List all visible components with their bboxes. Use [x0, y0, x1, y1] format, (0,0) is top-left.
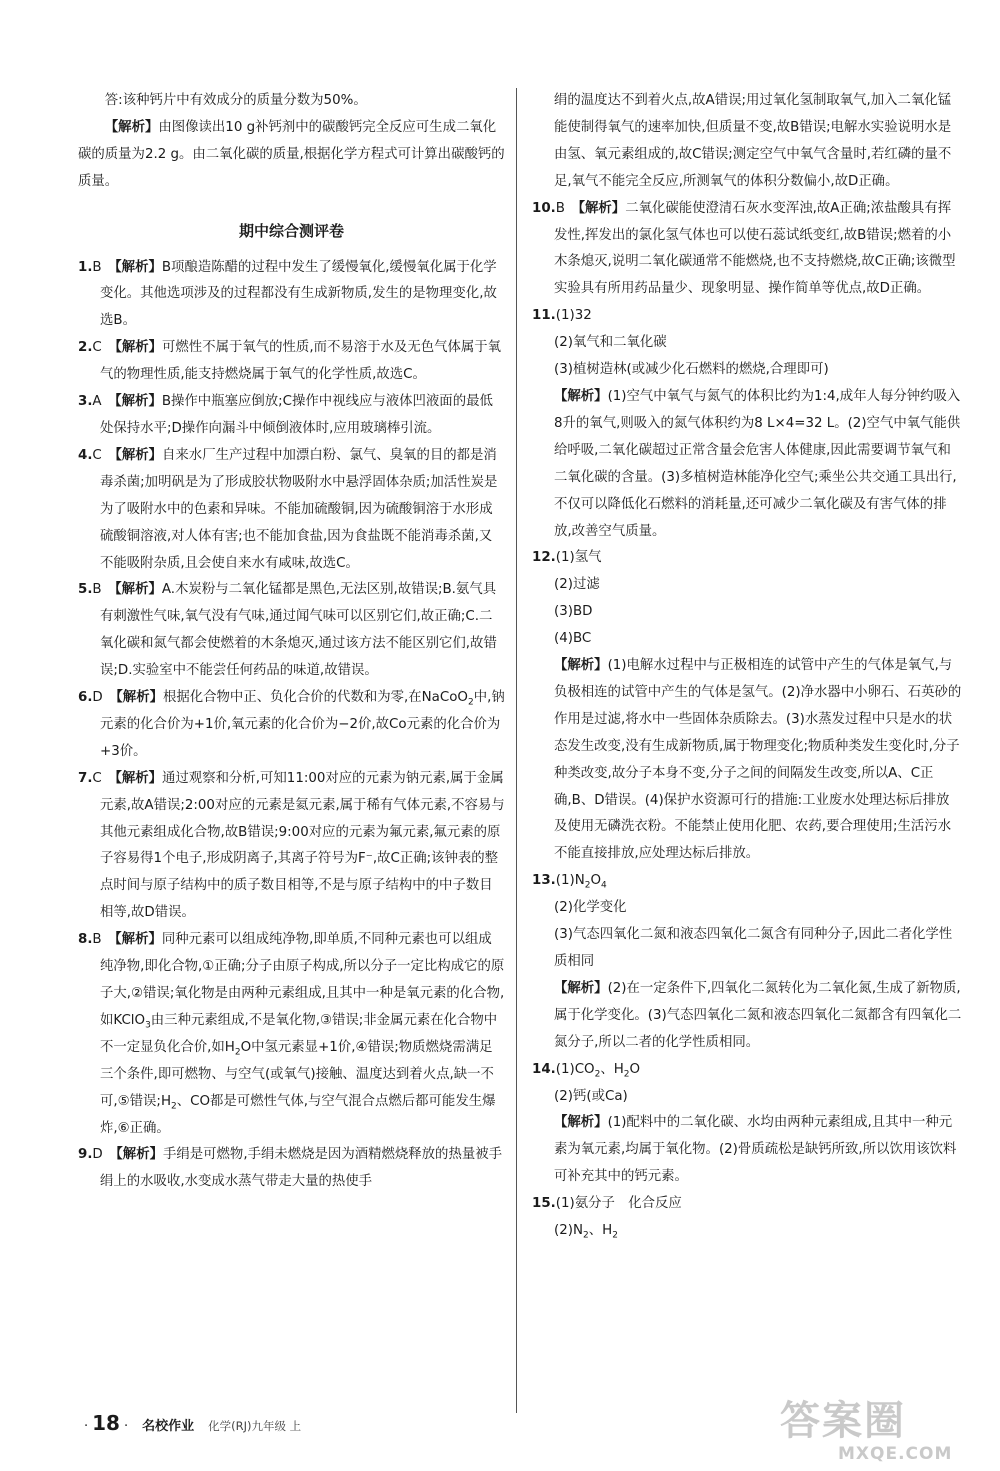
question-8: 8.B 【解析】同种元素可以组成纯净物,即单质,不同种元素也可以组成纯净物,即化合物,①正确;分子由原子构成,所以分子一定比构成它的原子大,②错误;氧化物是由两种元素组成,且其中一种是氧元素的化合物,如KClO$_3$由三种元素组成,不是氧化物,③错误;非金属元素在化合物中不一定显负化合价,如$H_2O$中氢元素显+1价,④错误;物质燃烧需满足三个条件,即可燃物、与空气(或氧气)接触、温度达到着火点,缺一不可,⑤错误$;H_2$、CO都是可燃性气体,与空气混合点燃后都可能发生爆炸,⑥正确。	[78, 932, 505, 1136]
question-12-part-3: (3)BD	[554, 604, 593, 620]
question-15-part-2: $(2)N_2$、$H_2$	[554, 1223, 618, 1241]
prev-answer: 答:该种钙片中有效成分的质量分数为50%。	[104, 93, 367, 108]
prev-analysis: 【解析】由图像读出10 g补钙剂中的碳酸钙完全反应可生成二氧化碳的质量为2.2 g。由二氧化碳的质量,根据化学方程式可计算出碳酸钙的质量。	[78, 119, 505, 189]
question-14-analysis: 【解析】(1)配料中的二氧化碳、水均由两种元素组成,且其中一种元素为氧元素,均属于氧化物。(2)骨质疏松是缺钙所致,所以饮用该饮料可补充其中的钙元素。	[554, 1115, 957, 1185]
question-13-analysis: 【解析】(2)在一定条件下,四氧化二氮转化为二氧化氮,生成了新物质,属于化学变化。(3)气态四氧化二氮和液态四氧化二氮都含有四氧化二氮分子,所以二者的化学性质相同。	[554, 980, 962, 1050]
question-15: 15.(1)氨分子 化合反应	[532, 1196, 682, 1212]
question-14: $14.(1)CO_2$、$H_2O$	[532, 1061, 641, 1080]
question-9: 9.D 【解析】手绢是可燃物,手绢未燃烧是因为酒精燃烧释放的热量被手绢上的水吸收,水变成水蒸气带走大量的热使手	[78, 1147, 503, 1190]
brand-name: 名校作业	[142, 1419, 195, 1434]
question-11-part-2: (2)氧气和二氧化碳	[554, 335, 667, 351]
question-6: 6.D 【解析】根据化合物中正、负化合价的代数和为零,在NaCoO$_2$中,钠元素的化合价为+1价,氧元素的化合价为−2价,故Co元素的化合价为+3价。	[78, 690, 505, 759]
question-12-part-2: (2)过滤	[554, 577, 600, 593]
question-4: 4.C 【解析】自来水厂生产过程中加漂白粉、氯气、臭氧的目的都是消毒杀菌;加明矾是为了形成胶状物吸附水中悬浮固体杂质;加活性炭是为了吸附水中的色素和异味。不能加硫酸铜,因为硫酸铜溶于水形成硫酸铜溶液,对人体有害;也不能加食盐,因为食盐既不能消毒杀菌,又不能吸附杂质,且会使自来水有咸味,故选C。	[78, 447, 498, 571]
question-14-part-2: (2)钙(或Ca)	[554, 1088, 628, 1104]
book-subtitle: 化学(RJ)九年级 上	[208, 1419, 302, 1433]
question-12-part-4: (4)BC	[554, 631, 592, 647]
question-3: 3.A 【解析】B操作中瓶塞应倒放;C操作中视线应与液体凹液面的最低处保持水平;D操作向漏斗中倾倒液体时,应用玻璃棒引流。	[78, 394, 493, 436]
question-12: 12.(1)氢气	[532, 550, 602, 566]
question-2: 2.C 【解析】可燃性不属于氧气的性质,而不易溶于水及无色气体属于氧气的物理性质,能支持燃烧属于氧气的化学性质,故选C。	[78, 340, 502, 383]
question-11-analysis: 【解析】(1)空气中氧气与氮气的体积比约为1:4,成年人每分钟约吸入8升的氧气,则吸入的氮气体积约为8 L×4=32 L。(2)空气中氧气能供给呼吸,二氧化碳超过正常含量会危害人体健康,因此需要调节氧气和二氧化碳的含量。(3)多植树造林能净化空气;乘坐公共交通工具出行,不仅可以降低化石燃料的消耗量,还可减少二氧化碳及有害气体的排放,改善空气质量。	[554, 388, 961, 539]
question-10: 10.B 【解析】二氧化碳能使澄清石灰水变浑浊,故A正确;浓盐酸具有挥发性,挥发出的氯化氢气体也可以使石蕊试纸变红,故B错误;燃着的小木条熄灭,说明二氧化碳通常不能燃烧,也不支持燃烧,故C正确;该微型实验具有所用药品量少、现象明显、操作简单等优点,故D正确。	[532, 200, 956, 297]
watermark-logo	[780, 1398, 980, 1462]
question-13: $13.(1)N_2O_4$	[532, 873, 607, 891]
watermark-url: MXQE.COM	[838, 1444, 953, 1464]
question-13-part-3: (3)气态四氧化二氮和液态四氧化二氮含有同种分子,因此二者化学性质相同	[554, 927, 953, 969]
left-column	[78, 88, 505, 1196]
question-5: 5.B 【解析】A.木炭粉与二氧化锰都是黑色,无法区别,故错误;B.氨气具有刺激性气味,氧气没有气味,通过闻气味可以区别它们,故正确;C.二氧化碳和氮气都会使燃着的木条熄灭,通过该方法不能区别它们,故错误;D.实验室中不能尝任何药品的味道,故错误。	[78, 582, 497, 679]
question-13-part-2: (2)化学变化	[554, 900, 627, 916]
section-title: 期中综合测评卷	[238, 221, 344, 240]
question-12-analysis: 【解析】(1)电解水过程中与正极相连的试管中产生的气体是氧气,与负极相连的试管中产生的气体是氢气。(2)净水器中小卵石、石英砂的作用是过滤,将水中一些固体杂质除去。(3)水蒸发过程中只是水的状态发生改变,没有生成新物质,属于物理变化;物质种类发生变化时,分子种类改变,故分子本身不变,分子之间的间隔发生改变,所以A、C正确,B、D错误。(4)保护水资源可行的措施:工业废水处理达标后排放及使用无磷洗衣粉。不能禁止使用化肥、农药,要合理使用;生活污水不能直接排放,应处理达标后排放。	[554, 658, 962, 862]
question-11-part-3: (3)植树造林(或减少化石燃料的燃烧,合理即可)	[554, 362, 829, 378]
question-1: 1.B 【解析】B项酿造陈醋的过程中发生了缓慢氧化,缓慢氧化属于化学变化。其他选项涉及的过程都没有生成新物质,发生的是物理变化,故选B。	[78, 259, 497, 329]
question-7: 7.C 【解析】通过观察和分析,可知11:00对应的元素为钠元素,属于金属元素,故A错误;2:00对应的元素是氦元素,属于稀有气体元素,不容易与其他元素组成化合物,故B错误;9:00对应的元素为氟元素,氟元素的原子容易得1个电子,形成阴离子,其离子符号为F⁻,故C正确;该钟表的整点时间与原子结构中的质子数目相等,不是与原子结构中的中子数目相等,故D错误。	[78, 770, 505, 921]
right-column	[532, 88, 962, 1245]
question-11: 11.(1)32	[532, 308, 592, 324]
question-9-continued: 绢的温度达不到着火点,故A错误;用过氧化氢制取氧气,加入二氧化锰能使制得氧气的速率加快,但质量不变,故B错误;电解水实验说明水是由氢、氧元素组成的,故C错误;测定空气中氧气含量时,若红磷的量不足,氧气不能完全反应,所测氧气的体积分数偏小,故D正确。	[554, 93, 952, 189]
page-footer: · 18 · 名校作业 化学(RJ)九年级 上	[84, 1411, 302, 1435]
watermark-text: 答案圈	[780, 1398, 906, 1444]
page-number: 18	[92, 1411, 120, 1435]
column-divider	[516, 88, 517, 1413]
